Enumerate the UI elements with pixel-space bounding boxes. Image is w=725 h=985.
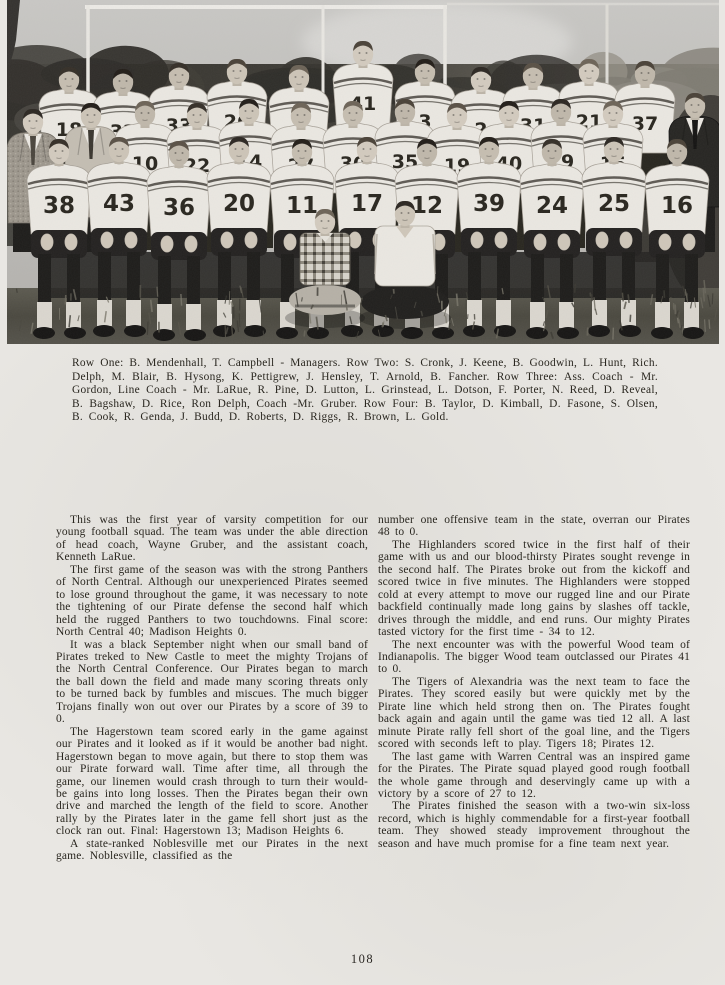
paragraph: The first game of the season was with the strong Panthers of North Central. Although our unexperienced Pirates seemed to lose ground throughout the game, it was necessary to note the tightening of our Pirate defense the second half which held the rugged Panthers to two touchdowns. Final score: North Central 40; Madison Heights 0. bbox=[56, 563, 368, 639]
film-grain bbox=[7, 0, 719, 344]
paragraph: The last game with Warren Central was an inspired game for the Pirates. The Pirate squad played good rough football the whole game through and deservingly came up with a victory by a score of 27 to 12. bbox=[378, 750, 690, 800]
paragraph: A state-ranked Noblesville met our Pirates in the next game. Noblesville, classified as the bbox=[56, 837, 368, 863]
article-body bbox=[56, 514, 690, 863]
paragraph: The Highlanders scored twice in the first half of their game with us and our blood-thirsty Pirates sought revenge in the second half. The Pirates broke out from the kickoff and scored twice in five minutes. The Highlanders were stopped cold at every attempt to move our rugged line and our Pirate backfield continually made long gains by slashes off tackle, drives through the middle, and end runs. Our mighty Pirates tasted victory for the first time - 34 to 12. bbox=[378, 538, 690, 639]
paragraph: This was the first year of varsity competition for our young football squad. The team was under the able direction of head coach, Wayne Gruber, and the assistant coach, Kenneth LaRue. bbox=[56, 514, 368, 564]
team-photo bbox=[7, 0, 719, 344]
paragraph: number one offensive team in the state, overran our Pirates 48 to 0. bbox=[378, 514, 690, 539]
team-photo-image bbox=[7, 0, 719, 344]
page-number: 108 bbox=[350, 952, 375, 966]
left-column bbox=[56, 514, 368, 863]
paragraph: The Tigers of Alexandria was the next team to face the Pirates. They scored easily but were quickly met by the Pirate line which held strong then on. The Pirates fought back again and again until the game was tied 12 all. A last minute Pirate rally fell short of the goal line, and the Tigers scored with seconds left to play. Tigers 18; Pirates 12. bbox=[378, 675, 690, 751]
paragraph: The Hagerstown team scored early in the game against our Pirates and it looked as if it would be another bad night. Hagerstown began to move again, but there to stop them was our Pirate forward wall. Time after time, all through the game, our linemen would crash through to turn their would-be gains into long losses. Then the Pirates began their own drive and marched the length of the field to score. Another rally by the Pirates later in the game fell short just as the clock ran out. Final: Hagerstown 13; Madison Heights 6. bbox=[56, 725, 368, 838]
paragraph: It was a black September night when our small band of Pirates treked to New Castle to meet the mighty Trojans of the North Central Conference. Our Pirates began to march the ball down the field and made many scoring threats only to be turned back by fumbles and miscues. The much bigger Trojans finally won out over our Pirates by a score of 39 to 0. bbox=[56, 638, 368, 726]
paragraph: The next encounter was with the powerful Wood team of Indianapolis. The bigger Wood team outclassed our Pirates 41 to 0. bbox=[378, 638, 690, 676]
right-column bbox=[378, 514, 690, 863]
photo-caption: Row One: B. Mendenhall, T. Campbell - Managers. Row Two: S. Cronk, J. Keene, B. Goodwin, L. Hunt, Rich. Delph, M. Blair, B. Hysong, K. Pettigrew, J. Hensley, T. Arnold, B. Fancher. Row Three: Ass. Coach - Mr. Gordon, Line Coach - Mr. LaRue, R. Pine, D. Lutton, L. Grinstead, L. Dotson, F. Porter, N. Reed, D. Reveal, B. Bagshaw, D. Rice, Ron Delph, Coach -Mr. Gruber. Row Four: B. Taylor, D. Kimball, D. Fasone, S. Olsen, B. Cook, R. Genda, J. Budd, D. Roberts, D. Riggs, R. Brown, L. Gold. bbox=[72, 357, 658, 424]
paragraph: The Pirates finished the season with a two-win six-loss record, which is highly commendable for a first-year football team. They showed steady improvement throughout the season and have much promise for a fine team next year. bbox=[378, 800, 690, 850]
